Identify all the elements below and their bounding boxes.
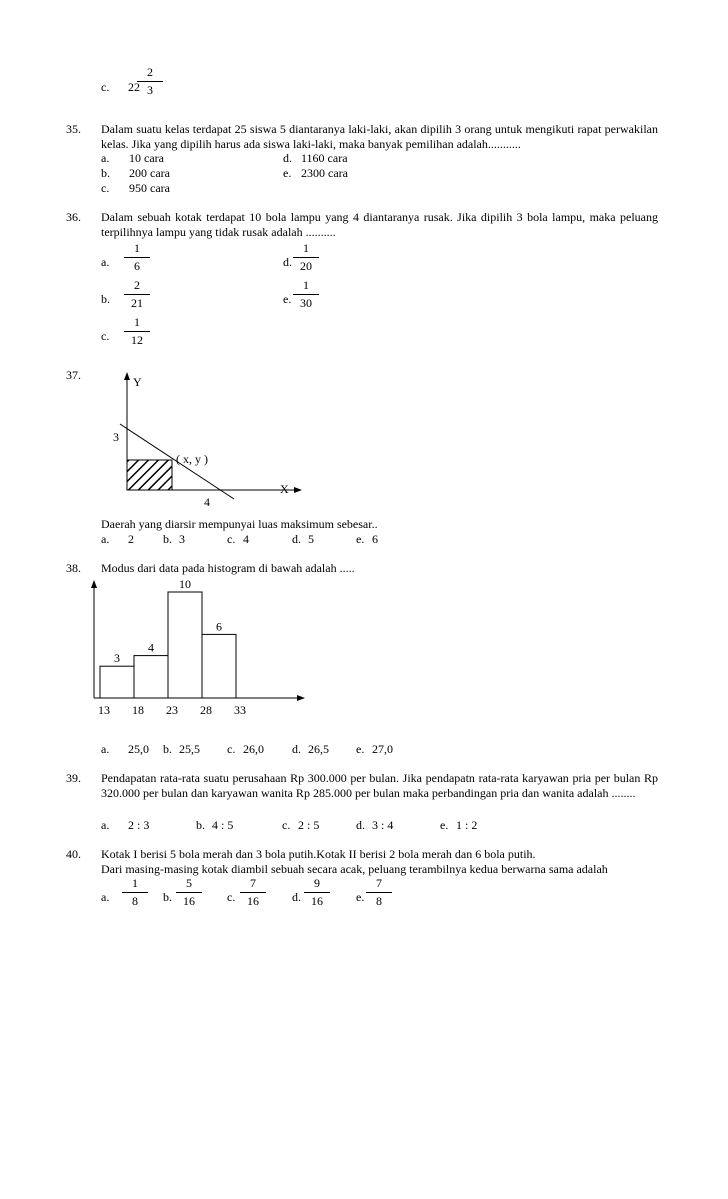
q35-option-a-label: a.: [101, 151, 110, 165]
q37-option-a-value: 2: [128, 532, 134, 546]
q39-option-b-value: 4 : 5: [212, 818, 234, 832]
q37-number: 37.: [66, 368, 81, 382]
fraction-bar: [124, 331, 150, 332]
q38-option-a-label: a.: [101, 742, 110, 756]
fraction-bar: [122, 892, 148, 893]
q36-option-d-fraction: [293, 242, 319, 273]
bar-value-label: 3: [114, 651, 120, 666]
q35-option-d-label: d.: [283, 151, 292, 165]
fraction-bar: [240, 892, 266, 893]
q37-question-text: Daerah yang diarsir mempunyai luas maksimum sebesar..: [101, 517, 378, 531]
q35-option-e-label: e.: [283, 166, 292, 180]
q37-option-e-label: e.: [356, 532, 365, 546]
q35-option-e-value: 2300 cara: [301, 166, 348, 180]
q40-option-e-fraction: [366, 877, 392, 908]
point-label: ( x, y ): [176, 452, 208, 466]
q36-option-b-fraction: [124, 279, 150, 310]
q36-question-text: Dalam sebuah kotak terdapat 10 bola lampu yang 4 diantaranya rusak. Jika dipilih 3 bola lampu, maka peluang terpilihnya lampu yang tidak rusak adalah ..........: [101, 210, 658, 239]
q39-number: 39.: [66, 771, 81, 785]
bar-value-label: 6: [216, 619, 222, 634]
q37-option-c-value: 4: [243, 532, 249, 546]
fraction-bar: [293, 257, 319, 258]
q38-number: 38.: [66, 561, 81, 575]
q37-option-b-label: b.: [163, 532, 172, 546]
numerator: 1: [303, 241, 309, 255]
x-axis-arrow-icon: [297, 695, 305, 701]
bar-value-label: 4: [148, 640, 154, 655]
q36-option-e-label: e.: [283, 292, 292, 306]
q38-option-c-label: c.: [227, 742, 236, 756]
fraction-bar: [176, 892, 202, 893]
q35-option-b-value: 200 cara: [129, 166, 170, 180]
q40-option-e-label: e.: [356, 890, 365, 904]
q39-option-a-label: a.: [101, 818, 110, 832]
q38-question-text: Modus dari data pada histogram di bawah adalah .....: [101, 561, 355, 575]
q36-option-a-label: a.: [101, 255, 110, 269]
q35-option-a-value: 10 cara: [129, 151, 164, 165]
numerator: 9: [314, 876, 320, 890]
q37-graph: [0, 360, 320, 520]
numerator: 2: [134, 278, 140, 292]
q40-option-d-label: d.: [292, 890, 301, 904]
shaded-rectangle: [127, 460, 172, 490]
q36-option-c-label: c.: [101, 329, 110, 343]
q40-option-c-label: c.: [227, 890, 236, 904]
denominator: 20: [300, 259, 312, 273]
q39-option-c-label: c.: [282, 818, 291, 832]
q36-option-a-fraction: [124, 242, 150, 273]
numerator: 2: [147, 65, 153, 79]
x-tick-label: 23: [166, 703, 178, 717]
histogram-bar: [168, 592, 202, 698]
q38-option-b-value: 25,5: [179, 742, 200, 756]
q37-option-d-label: d.: [292, 532, 301, 546]
q36-option-b-label: b.: [101, 292, 110, 306]
numerator: 7: [250, 876, 256, 890]
q37-option-a-label: a.: [101, 532, 110, 546]
q40-number: 40.: [66, 847, 81, 861]
denominator: 8: [376, 894, 382, 908]
q39-option-b-label: b.: [196, 818, 205, 832]
q39-option-e-label: e.: [440, 818, 449, 832]
q38-option-e-label: e.: [356, 742, 365, 756]
numerator: 7: [376, 876, 382, 890]
histogram-bar: [100, 666, 134, 698]
y-axis-label: Y: [133, 375, 142, 389]
q34-option-c-fraction: [137, 66, 163, 97]
x-tick-label: 13: [98, 703, 110, 717]
histogram-bar: [134, 656, 168, 698]
x-axis-arrow-icon: [294, 487, 302, 493]
q38-option-a-value: 25,0: [128, 742, 149, 756]
q37-option-d-value: 5: [308, 532, 314, 546]
denominator: 3: [147, 83, 153, 97]
q40-option-b-label: b.: [163, 890, 172, 904]
q36-option-e-fraction: [293, 279, 319, 310]
histogram-bar: [202, 634, 236, 698]
fraction-bar: [124, 257, 150, 258]
q38-histogram: [0, 570, 320, 730]
q40-option-a-fraction: [122, 877, 148, 908]
x-axis-label: X: [280, 482, 289, 496]
q35-option-b-label: b.: [101, 166, 110, 180]
q36-number: 36.: [66, 210, 81, 224]
q37-option-e-value: 6: [372, 532, 378, 546]
q38-option-d-label: d.: [292, 742, 301, 756]
q34-option-c-label: c.: [101, 80, 110, 94]
y-axis-arrow-icon: [124, 372, 130, 380]
numerator: 1: [303, 278, 309, 292]
q35-option-c-value: 950 cara: [129, 181, 170, 195]
q37-option-c-label: c.: [227, 532, 236, 546]
q40-question-line2: Dari masing-masing kotak diambil sebuah secara acak, peluang terambilnya kedua berwarna sama adalah: [101, 862, 608, 876]
x-tick-label: 28: [200, 703, 212, 717]
q39-option-a-value: 2 : 3: [128, 818, 150, 832]
y-intercept-label: 3: [113, 430, 119, 444]
numerator: 1: [134, 241, 140, 255]
q38-option-c-value: 26,0: [243, 742, 264, 756]
q38-option-b-label: b.: [163, 742, 172, 756]
q40-question-line1: Kotak I berisi 5 bola merah dan 3 bola putih.Kotak II berisi 2 bola merah dan 6 bola putih.: [101, 847, 536, 861]
denominator: 12: [131, 333, 143, 347]
x-tick-label: 18: [132, 703, 144, 717]
y-axis-arrow-icon: [91, 580, 97, 588]
bar-value-label: 10: [179, 577, 191, 591]
q39-question-text: Pendapatan rata-rata suatu perusahaan Rp 300.000 per bulan. Jika pendapatn rata-rata karyawan pria per bulan Rp 320.000 per bulan dan karyawan wanita Rp 285.000 per bulan maka perbandingan pria dan wanita adalah ........: [101, 771, 658, 800]
q36-option-d-label: d.: [283, 255, 292, 269]
q35-option-c-label: c.: [101, 181, 110, 195]
q40-option-a-label: a.: [101, 890, 110, 904]
fraction-bar: [366, 892, 392, 893]
q34-option-c-whole: 22: [128, 80, 140, 94]
q35-question-text: Dalam suatu kelas terdapat 25 siswa 5 diantaranya laki-laki, akan dipilih 3 orang untuk mengikuti rapat perwakilan kelas. Jika yang dipilih harus ada siswa laki-laki, maka banyak pemilihan adalah...........: [101, 122, 658, 151]
fraction-bar: [304, 892, 330, 893]
q38-option-e-value: 27,0: [372, 742, 393, 756]
numerator: 1: [134, 315, 140, 329]
denominator: 30: [300, 296, 312, 310]
q39-option-c-value: 2 : 5: [298, 818, 320, 832]
x-intercept-label: 4: [204, 495, 210, 509]
q36-option-c-fraction: [124, 316, 150, 347]
q39-option-d-label: d.: [356, 818, 365, 832]
q40-option-b-fraction: [176, 877, 202, 908]
denominator: 16: [311, 894, 323, 908]
q37-option-b-value: 3: [179, 532, 185, 546]
fraction-bar: [137, 81, 163, 82]
denominator: 6: [134, 259, 140, 273]
q38-option-d-value: 26,5: [308, 742, 329, 756]
numerator: 1: [132, 876, 138, 890]
denominator: 16: [247, 894, 259, 908]
q39-option-e-value: 1 : 2: [456, 818, 478, 832]
q35-number: 35.: [66, 122, 81, 136]
q40-option-d-fraction: [304, 877, 330, 908]
fraction-bar: [124, 294, 150, 295]
numerator: 5: [186, 876, 192, 890]
q40-option-c-fraction: [240, 877, 266, 908]
denominator: 8: [132, 894, 138, 908]
denominator: 21: [131, 296, 143, 310]
x-tick-label: 33: [234, 703, 246, 717]
denominator: 16: [183, 894, 195, 908]
fraction-bar: [293, 294, 319, 295]
q39-option-d-value: 3 : 4: [372, 818, 394, 832]
q35-option-d-value: 1160 cara: [301, 151, 348, 165]
